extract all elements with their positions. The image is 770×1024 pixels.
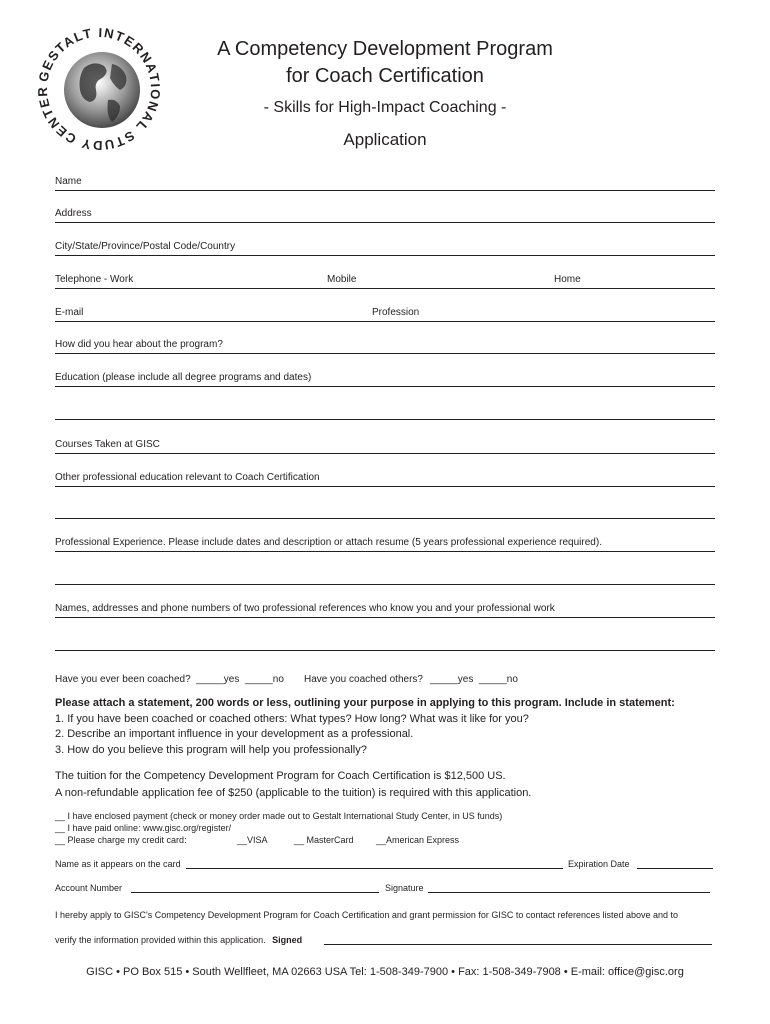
references-label: Names, addresses and phone numbers of two professional references who know you and your professional work (55, 603, 555, 614)
heard-field[interactable] (55, 339, 715, 354)
references-field[interactable] (55, 603, 715, 618)
form-name: Application (343, 130, 427, 149)
statement-item-2: 2. Describe an important influence in your development as a professional. (55, 728, 414, 740)
name-field[interactable] (55, 176, 715, 191)
city-field[interactable] (55, 241, 715, 256)
coached-question: Have you ever been coached? (55, 674, 191, 685)
card-name-line[interactable] (186, 868, 563, 869)
expiration-line[interactable] (637, 868, 713, 869)
statement-heading: Please attach a statement, 200 words or less, outlining your purpose in applying to this program. Include in statement: (55, 697, 675, 709)
globe-icon (64, 52, 140, 128)
apply-statement-line-2 (55, 935, 302, 945)
coached-others-yes[interactable]: _____yes (430, 674, 474, 685)
tuition-line-1: The tuition for the Competency Development Program for Coach Certification is $12,500 US. (55, 770, 506, 782)
address-field[interactable] (55, 208, 715, 223)
heard-label: How did you hear about the program? (55, 339, 223, 350)
courses-field[interactable] (55, 439, 715, 454)
logo-ring-text: GESTALT INTERNATIONAL STUDY CENTER (34, 24, 164, 154)
experience-label: Professional Experience. Please include dates and description or attach resume (5 years professional experience required). (55, 537, 602, 548)
email-label: E-mail (55, 307, 84, 318)
statement-item-1: 1. If you have been coached or coached others: What types? How long? What was it like for you? (55, 713, 529, 725)
title-line-2: for Coach Certification (286, 65, 484, 87)
coached-no[interactable]: _____no (245, 674, 284, 685)
amex-option[interactable]: __American Express (376, 835, 460, 845)
apply-statement-line-1: I hereby apply to GISC's Competency Development Program for Coach Certification and grant permission for GISC to contact references listed above and to (55, 910, 679, 920)
name-label: Name (55, 176, 82, 187)
references-line-2[interactable] (55, 650, 715, 651)
signature-label: Signature (385, 883, 424, 893)
signature-line[interactable] (428, 892, 710, 893)
address-label: Address (55, 208, 92, 219)
coached-others-question: Have you coached others? (304, 674, 423, 685)
other-education-line-2[interactable] (55, 518, 715, 519)
payment-online-option[interactable]: __ I have paid online: www.gisc.org/register/ (55, 823, 232, 833)
subtitle: - Skills for High-Impact Coaching - (263, 99, 507, 116)
education-line-2[interactable] (55, 419, 715, 420)
home-label: Home (554, 274, 581, 285)
statement-item-3: 3. How do you believe this program will help you professionally? (55, 744, 367, 756)
telephone-work-label: Telephone - Work (55, 274, 134, 285)
coached-yes[interactable]: _____yes (196, 674, 240, 685)
card-name-label: Name as it appears on the card (55, 859, 181, 869)
gisc-logo (34, 24, 164, 154)
education-label: Education (please include all degree programs and dates) (55, 372, 312, 383)
footer-contact: GISC • PO Box 515 • South Wellfleet, MA 02663 USA Tel: 1-508-349-7900 • Fax: 1-508-349-7908 • E-mail: office@gisc.org (86, 966, 684, 978)
education-field[interactable] (55, 372, 715, 387)
account-number-line[interactable] (131, 892, 379, 893)
profession-label: Profession (372, 307, 420, 318)
expiration-label: Expiration Date (568, 859, 630, 869)
payment-charge-row (55, 835, 515, 847)
coached-others-no[interactable]: _____no (479, 674, 518, 685)
visa-option[interactable]: __VISA (237, 835, 268, 845)
mobile-label: Mobile (327, 274, 357, 285)
tuition-line-2: A non-refundable application fee of $250 (applicable to the tuition) is required with this application. (55, 787, 532, 799)
other-education-field[interactable] (55, 472, 715, 487)
telephone-field[interactable] (55, 274, 715, 289)
title-line-1: A Competency Development Program (217, 38, 553, 60)
apply-verify-text: verify the information provided within this application. (55, 935, 266, 945)
city-label: City/State/Province/Postal Code/Country (55, 241, 236, 252)
signed-label: Signed (272, 935, 303, 945)
account-number-label: Account Number (55, 883, 123, 893)
experience-line-2[interactable] (55, 584, 715, 585)
other-education-label: Other professional education relevant to Coach Certification (55, 472, 320, 483)
email-field[interactable] (55, 307, 715, 322)
signed-line[interactable] (324, 944, 712, 945)
experience-field[interactable] (55, 537, 715, 552)
payment-charge-option[interactable]: __ Please charge my credit card: (55, 835, 187, 845)
payment-enclosed-option[interactable]: __ I have enclosed payment (check or money order made out to Gestalt International Study Center, in US funds) (55, 811, 503, 821)
mastercard-option[interactable]: __ MasterCard (294, 835, 354, 845)
courses-label: Courses Taken at GISC (55, 439, 160, 450)
